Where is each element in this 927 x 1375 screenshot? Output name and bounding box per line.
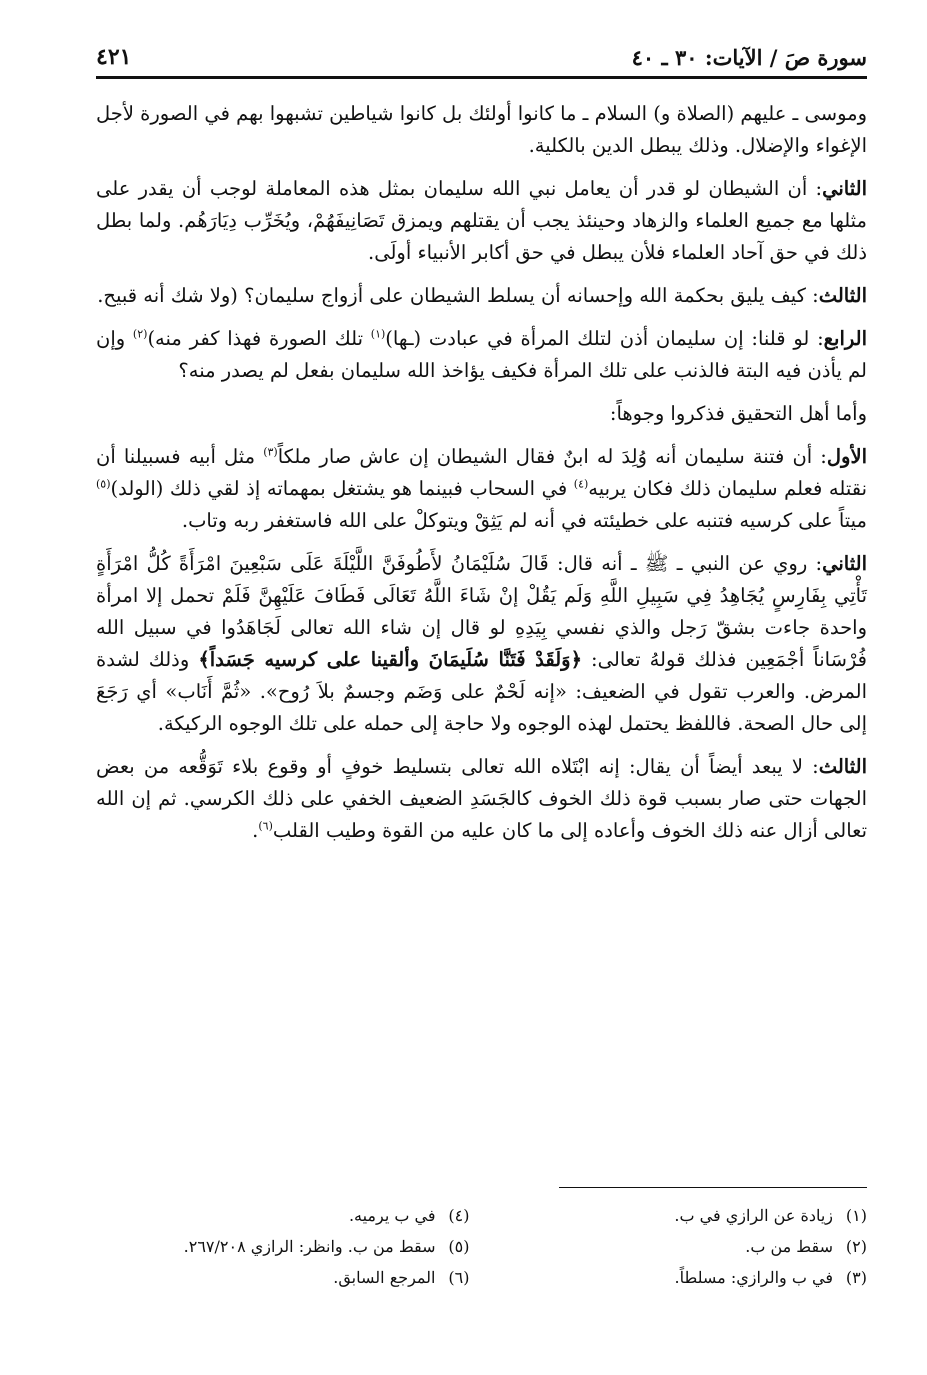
footnote-number: (٣) [845,1268,867,1287]
paragraph-text: : كيف يليق بحكمة الله وإحسانه أن يسلط الشيطان على أزواج سليمان؟ (ولا شك أنه قبيح. [97,284,819,307]
page-header [96,30,867,79]
paragraph [96,751,867,847]
footnote-text: المرجع السابق. [333,1268,436,1287]
paragraph-text: . [252,819,259,842]
quran-verse: ﴿وَلَقَدْ فَتَنَّا سُلَيمَانَ وألقينا على كرسيه جَسَداً﴾ [198,648,583,671]
footnote-divider [559,1187,867,1188]
paragraph-text: وذلك لشدة المرض. والعرب تقول في الضعيف: «إنه لَحْمٌ على وَضَم وجسمٌ بلاَ رُوح». «ثُمَّ أَنَاب» أي رَجَعَ إلى حال الصحة. فاللفظ يحتمل لهذه الوجوه ولا حاجة إلى حمله على تلك الوجوه الركيكة. [96,648,867,735]
footnotes [96,1200,867,1293]
footnote-marker: (٤) [573,477,589,491]
footnote-number: (٢) [845,1237,867,1256]
footnote [96,1200,470,1231]
page-number: ٤٢١ [96,44,132,70]
paragraph-text: : روي عن النبي ـ ﷺ ـ أنه قال: قَالَ سُلَيْمَانُ لأَطُوفَنَّ اللَّيْلَةَ عَلَى سَبْعِينَ امْرَأَةً كُلُّ امْرَأَةٍ تَأْتِي بِفَارِسٍ يُجَاهِدُ فِي سَبِيلِ اللَّهِ وَلَم يَقُلْ إنْ شَاءَ اللَّهُ تَعَالَى فَطَافَ عَلَيْهِنَّ فَلَمْ تحمل إلا امرأة واحدة جاءت بشقّ رَجل والذي نفسي بِيَدِهِ لو قال إن شاء الله تعالى لَجَاهَدُوا في سبيل الله فُرْسَاناً أجْمَعِين فذلك قولهُ تعالى: [96,552,867,671]
paragraph-text: وإن لم يأذن فيه البتة فالذنب على تلك المرأة فكيف يؤاخذ الله سليمان بفعل لم يصدر منه؟ [96,327,867,382]
footnote [494,1231,868,1262]
paragraph-text: مثل أبيه فسبيلنا أن نقتله فعلم سليمان ذلك فكان يربيه [96,445,867,500]
main-text [96,98,867,858]
footnote [96,1262,470,1293]
footnote [96,1231,470,1262]
paragraph-text: في السحاب فبينما هو يشتغل بمهماته إذ لقي ذلك (الولد) [110,477,574,500]
paragraph-lead: الثالث [818,284,867,307]
paragraph [96,548,867,740]
paragraph [96,173,867,269]
paragraph [96,441,867,537]
paragraph-lead: الأول [826,445,867,468]
footnote-marker: (٣) [263,445,278,459]
paragraph [96,323,867,387]
footnote-number: (٦) [448,1268,470,1287]
footnote-marker: (٥) [96,477,111,491]
paragraph [96,98,867,162]
paragraph [96,398,867,430]
paragraph-text: : لو قلنا: إن سليمان أذن لتلك المرأة في عبادت (ـها) [385,327,824,350]
footnote-number: (٥) [448,1237,470,1256]
paragraph-text: وأما أهل التحقيق فذكروا وجوهاً: [609,402,867,425]
running-title: سورة صَ / الآيات: ٣٠ ـ ٤٠ [631,45,867,70]
footnote-text: سقط من ب. وانظر: الرازي ٢٦٧/٢٠٨. [183,1237,436,1256]
footnote [494,1200,868,1231]
footnote-number: (١) [845,1206,867,1225]
paragraph-text: ميتاً على كرسيه فتنبه على خطيئته في أنه لم يَثِقْ ويتوكلْ على الله فاستغفر ربه وتاب. [181,509,867,532]
paragraph-text: وموسى ـ عليهم (الصلاة و) السلام ـ ما كانوا أولئك بل كانوا شياطين تشبهوا بهم في الصورة لأجل الإغواء والإضلال. وذلك يبطل الدين بالكلية. [96,102,867,157]
footnote-marker: (١) [370,327,386,341]
paragraph-lead: الثالث [818,755,867,778]
footnote-text: سقط من ب. [745,1237,833,1256]
footnote [494,1262,868,1293]
footnote-marker: (٦) [258,819,273,833]
footnote-text: في ب والرازي: مسلطاً. [674,1268,833,1287]
footnote-marker: (٢) [132,327,148,341]
paragraph-lead: الرابع [823,327,867,350]
paragraph-lead: الثاني [822,552,867,575]
paragraph [96,280,867,312]
footnote-text: زيادة عن الرازي في ب. [674,1206,833,1225]
footnote-text: في ب يرميه. [348,1206,436,1225]
footnote-number: (٤) [448,1206,470,1225]
paragraph-text: : لا يبعد أيضاً أن يقال: إنه ابْتَلاه الله تعالى بتسليط خوفٍ أو وقوع بلاء تَوَقُّعه من بعض الجهات حتى صار بسبب قوة ذلك الخوف كالجَسَدِ الضعيف الخفي على ذلك الكرسي. ثم إن الله تعالى أزال عنه ذلك الخوف وأعاده إلى ما كان عليه من القوة وطيب القلب [96,755,867,842]
paragraph-lead: الثاني [822,177,867,200]
paragraph-text: تلك الصورة فهذا كفر منه) [147,327,371,350]
paragraph-text: : أن فتنة سليمان أنه وُلِدَ له ابنٌ فقال الشيطان إن عاش صار ملكاً [277,445,827,468]
paragraph-text: : أن الشيطان لو قدر أن يعامل نبي الله سليمان بمثل هذه المعاملة لوجب أن يقدر على مثلها مع جميع العلماء والزهاد وحينئذ يجب أن يقتلهم ويمزق تَصَانِيفَهُمْ، ويُخَرِّب دِيَارَهُم. ولما بطل ذلك في حق آحاد العلماء فلأن يبطل في حق أكابر الأنبياء أولَى. [96,177,867,264]
